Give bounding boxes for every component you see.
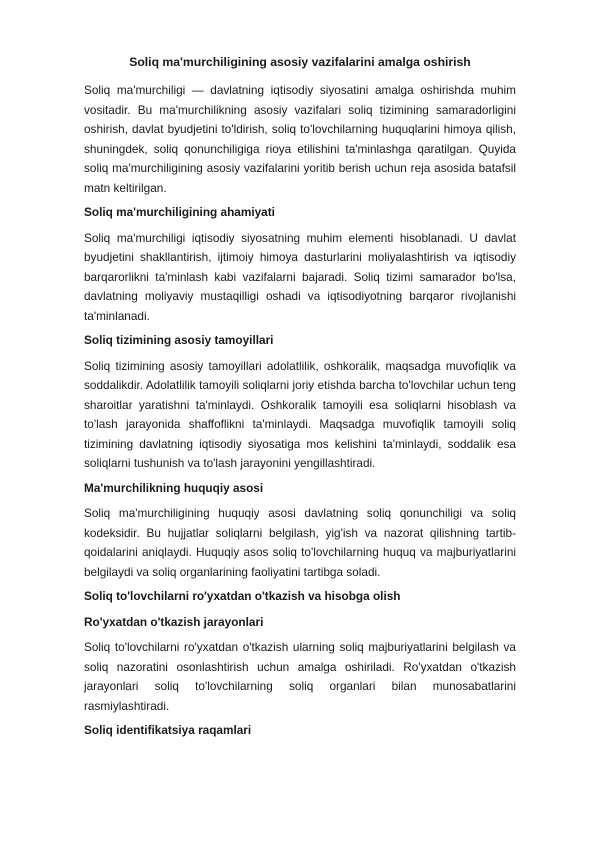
section-heading-importance: Soliq ma'murchiligining ahamiyati [84,205,275,219]
intro-paragraph: Soliq ma'murchiligi — davlatning iqtisodiy siyosatini amalga oshirishda muhim vositadir. Bu ma'murchilikning asosiy vazifalari soliq tizimining samaradorligini oshirish, davlat byudjetini to'ldirish, soliq to'lovchilarning huquqlarini himoya qilish, shuningdek, soliq qonunchiligiga rioya etilishini ta'minlashga qaratilgan. Quyida soliq ma'murchiligining asosiy vazifalarini yoritib berish uchun reja asosida batafsil matn keltirilgan. [84,83,516,195]
section-paragraph-legal-basis: Soliq ma'murchiligining huquqiy asosi davlatning soliq qonunchiligi va soliq kodeksidir. Bu hujjatlar soliqlarni belgilash, yig'ish va nazorat qilishning tartib-qoidalarini aniqlaydi. Huquqiy asos soliq to'lovchilarning huquq va majburiyatlarini belgilaydi va soliq organlarining faoliyatini tartibga soladi. [84,506,516,579]
section-heading-registration-process: Ro'yxatdan o'tkazish jarayonlari [84,614,264,629]
section-paragraph-principles: Soliq tizimining asosiy tamoyillari adolatlilik, oshkoralik, maqsadga muvofiqlik va soddalikdir. Adolatlilik tamoyili soliqlarni joriy etishda barcha to'lovchilar uchun teng sharoitlar yaratishni ta'minlaydi. Oshkoralik tamoyili esa soliqlarni hisoblash va to'lash jarayonida shaffoflikni ta'minlaydi. Maqsadga muvofiqlik tamoyili soliq tizimining davlatning iqtisodiy siyosatiga mos kelishini ta'minlaydi, soddalik esa soliqlarni tushunish va to'lash jarayonini yengillashtiradi. [84,358,516,470]
section-paragraph-importance: Soliq ma'murchiligi iqtisodiy siyosatning muhim elementi hisoblanadi. U davlat byudjetini shakllantirish, ijtimoiy himoya dasturlarini moliyalashtirish va iqtisodiy barqarorlikni ta'minlash kabi vazifalarni bajaradi. Soliq tizimi samarador bo'lsa, davlatning moliyaviy mustaqilligi oshadi va iqtisodiyotning barqaror rivojlanishi ta'minlanadi. [84,230,516,323]
section-heading-registration: Soliq to'lovchilarni ro'yxatdan o'tkazish va hisobga olish [84,589,401,603]
section-heading-principles: Soliq tizimining asosiy tamoyillari [84,333,274,347]
section-heading-legal-basis: Ma'murchilikning huquqiy asosi [84,480,264,495]
section-heading-tax-id: Soliq identifikatsiya raqamlari [84,723,252,737]
section-paragraph-registration-process: Soliq to'lovchilarni ro'yxatdan o'tkazish ularning soliq majburiyatlarini belgilash va soliq nazoratini osonlashtirish uchun amalga oshiriladi. Ro'yxatdan o'tkazish jarayonlari soliq to'lovchilarning soliq organlari bilan munosabatlarini rasmiylashtiradi. [84,640,516,713]
document-page [84,52,516,747]
document-title: Soliq ma'murchiligining asosiy vazifalarini amalga oshirish [129,55,471,69]
